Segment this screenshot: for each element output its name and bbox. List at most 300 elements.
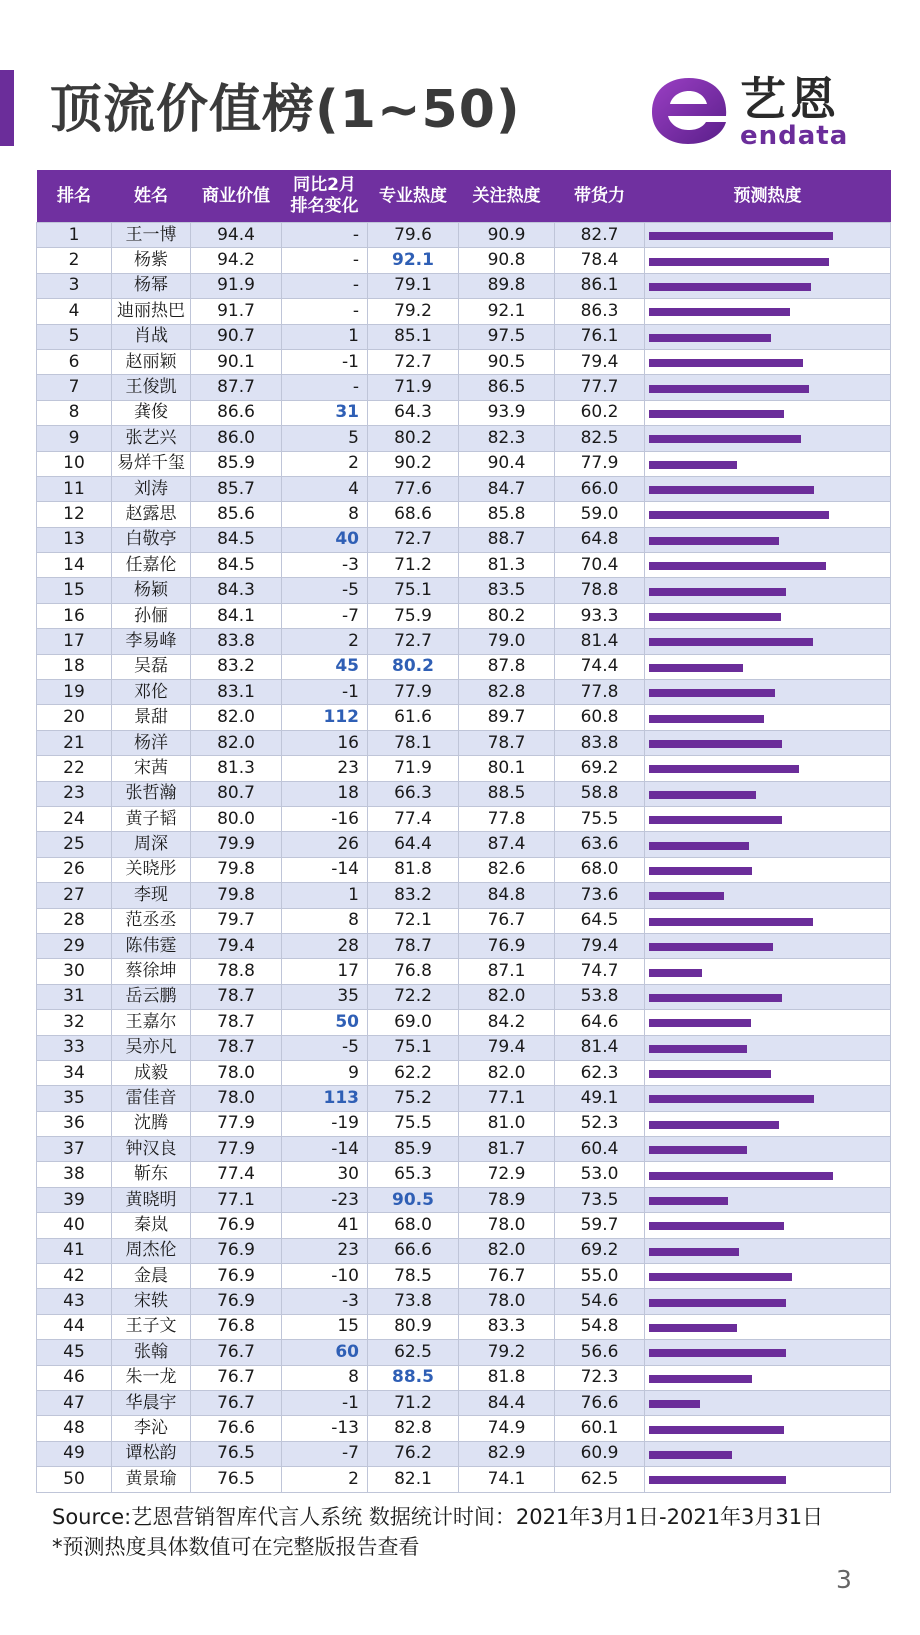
forecast-heat-cell xyxy=(645,349,891,374)
rank-cell: 30 xyxy=(37,959,112,984)
professional-heat-cell: 78.1 xyxy=(368,730,459,755)
name-cell: 白敬亭 xyxy=(112,527,191,552)
professional-heat-cell: 88.5 xyxy=(368,1365,459,1390)
header-professional-heat: 专业热度 xyxy=(368,170,459,223)
attention-heat-cell: 86.5 xyxy=(459,375,555,400)
commercial-value-cell: 91.9 xyxy=(191,273,282,298)
professional-heat-cell: 64.3 xyxy=(368,400,459,425)
name-cell: 杨紫 xyxy=(112,248,191,273)
professional-heat-cell: 71.9 xyxy=(368,375,459,400)
forecast-heat-cell xyxy=(645,984,891,1009)
rank-change-cell: 5 xyxy=(282,426,368,451)
rank-cell: 15 xyxy=(37,578,112,603)
commercial-value-cell: 85.9 xyxy=(191,451,282,476)
commercial-value-cell: 76.9 xyxy=(191,1238,282,1263)
forecast-heat-cell xyxy=(645,400,891,425)
attention-heat-cell: 85.8 xyxy=(459,502,555,527)
forecast-heat-cell xyxy=(645,1238,891,1263)
forecast-heat-cell xyxy=(645,603,891,628)
ranking-table-body xyxy=(37,223,891,1493)
professional-heat-cell: 79.6 xyxy=(368,223,459,248)
table-row xyxy=(37,1314,891,1339)
rank-cell: 9 xyxy=(37,426,112,451)
attention-heat-cell: 74.1 xyxy=(459,1467,555,1492)
commercial-value-cell: 76.9 xyxy=(191,1264,282,1289)
forecast-heat-cell xyxy=(645,680,891,705)
professional-heat-cell: 66.6 xyxy=(368,1238,459,1263)
professional-heat-cell: 69.0 xyxy=(368,1010,459,1035)
name-cell: 黄晓明 xyxy=(112,1187,191,1212)
attention-heat-cell: 77.1 xyxy=(459,1086,555,1111)
attention-heat-cell: 78.0 xyxy=(459,1213,555,1238)
sales-power-cell: 82.5 xyxy=(555,426,645,451)
rank-cell: 26 xyxy=(37,857,112,882)
rank-cell: 27 xyxy=(37,883,112,908)
rank-change-cell: - xyxy=(282,273,368,298)
sales-power-cell: 64.8 xyxy=(555,527,645,552)
rank-cell: 18 xyxy=(37,654,112,679)
table-row xyxy=(37,959,891,984)
sales-power-cell: 60.2 xyxy=(555,400,645,425)
table-row xyxy=(37,1137,891,1162)
table-row xyxy=(37,603,891,628)
rank-cell: 6 xyxy=(37,349,112,374)
rank-cell: 22 xyxy=(37,756,112,781)
rank-cell: 46 xyxy=(37,1365,112,1390)
commercial-value-cell: 77.4 xyxy=(191,1162,282,1187)
forecast-heat-cell xyxy=(645,806,891,831)
forecast-heat-cell xyxy=(645,1137,891,1162)
rank-cell: 44 xyxy=(37,1314,112,1339)
forecast-note: *预测热度具体数值可在完整版报告查看 xyxy=(52,1535,420,1559)
commercial-value-cell: 83.1 xyxy=(191,680,282,705)
commercial-value-cell: 76.9 xyxy=(191,1289,282,1314)
name-cell: 张哲瀚 xyxy=(112,781,191,806)
commercial-value-cell: 78.7 xyxy=(191,1035,282,1060)
commercial-value-cell: 78.0 xyxy=(191,1086,282,1111)
sales-power-cell: 56.6 xyxy=(555,1340,645,1365)
sales-power-cell: 64.5 xyxy=(555,908,645,933)
rank-cell: 17 xyxy=(37,629,112,654)
table-row xyxy=(37,248,891,273)
attention-heat-cell: 82.8 xyxy=(459,680,555,705)
name-cell: 谭松韵 xyxy=(112,1441,191,1466)
attention-heat-cell: 92.1 xyxy=(459,299,555,324)
professional-heat-cell: 68.0 xyxy=(368,1213,459,1238)
rank-cell: 43 xyxy=(37,1289,112,1314)
attention-heat-cell: 90.9 xyxy=(459,223,555,248)
table-row xyxy=(37,857,891,882)
forecast-heat-bar xyxy=(649,1273,792,1281)
name-cell: 赵露思 xyxy=(112,502,191,527)
table-row xyxy=(37,984,891,1009)
rank-cell: 37 xyxy=(37,1137,112,1162)
commercial-value-cell: 86.6 xyxy=(191,400,282,425)
table-row xyxy=(37,1035,891,1060)
rank-change-cell: -5 xyxy=(282,578,368,603)
rank-cell: 39 xyxy=(37,1187,112,1212)
forecast-heat-bar xyxy=(649,740,782,748)
table-row xyxy=(37,1441,891,1466)
professional-heat-cell: 80.9 xyxy=(368,1314,459,1339)
rank-change-cell: 16 xyxy=(282,730,368,755)
name-cell: 周杰伦 xyxy=(112,1238,191,1263)
table-row xyxy=(37,400,891,425)
commercial-value-cell: 81.3 xyxy=(191,756,282,781)
commercial-value-cell: 77.9 xyxy=(191,1111,282,1136)
sales-power-cell: 79.4 xyxy=(555,349,645,374)
forecast-heat-bar xyxy=(649,283,811,291)
table-row xyxy=(37,324,891,349)
forecast-heat-bar xyxy=(649,689,775,697)
sales-power-cell: 64.6 xyxy=(555,1010,645,1035)
rank-change-cell: - xyxy=(282,248,368,273)
sales-power-cell: 59.0 xyxy=(555,502,645,527)
forecast-heat-bar xyxy=(649,969,702,977)
table-row xyxy=(37,730,891,755)
name-cell: 黄子韬 xyxy=(112,806,191,831)
sales-power-cell: 73.5 xyxy=(555,1187,645,1212)
forecast-heat-bar xyxy=(649,1172,833,1180)
sales-power-cell: 60.9 xyxy=(555,1441,645,1466)
forecast-heat-bar xyxy=(649,1451,732,1459)
name-cell: 张翰 xyxy=(112,1340,191,1365)
sales-power-cell: 69.2 xyxy=(555,756,645,781)
name-cell: 岳云鹏 xyxy=(112,984,191,1009)
name-cell: 朱一龙 xyxy=(112,1365,191,1390)
commercial-value-cell: 90.7 xyxy=(191,324,282,349)
forecast-heat-cell xyxy=(645,527,891,552)
attention-heat-cell: 76.7 xyxy=(459,908,555,933)
attention-heat-cell: 90.8 xyxy=(459,248,555,273)
professional-heat-cell: 78.7 xyxy=(368,933,459,958)
rank-cell: 2 xyxy=(37,248,112,273)
commercial-value-cell: 79.4 xyxy=(191,933,282,958)
professional-heat-cell: 75.1 xyxy=(368,1035,459,1060)
commercial-value-cell: 76.8 xyxy=(191,1314,282,1339)
name-cell: 杨颖 xyxy=(112,578,191,603)
table-row xyxy=(37,1060,891,1085)
table-row xyxy=(37,451,891,476)
attention-heat-cell: 76.9 xyxy=(459,933,555,958)
rank-cell: 4 xyxy=(37,299,112,324)
forecast-heat-bar xyxy=(649,1146,747,1154)
forecast-heat-cell xyxy=(645,1390,891,1415)
sales-power-cell: 74.7 xyxy=(555,959,645,984)
commercial-value-cell: 76.5 xyxy=(191,1467,282,1492)
name-cell: 张艺兴 xyxy=(112,426,191,451)
forecast-heat-bar xyxy=(649,232,833,240)
professional-heat-cell: 90.5 xyxy=(368,1187,459,1212)
forecast-heat-cell xyxy=(645,781,891,806)
rank-change-cell: 41 xyxy=(282,1213,368,1238)
attention-heat-cell: 82.3 xyxy=(459,426,555,451)
professional-heat-cell: 92.1 xyxy=(368,248,459,273)
sales-power-cell: 86.3 xyxy=(555,299,645,324)
commercial-value-cell: 76.7 xyxy=(191,1340,282,1365)
rank-cell: 12 xyxy=(37,502,112,527)
header-forecast-heat: 预测热度 xyxy=(645,170,891,223)
sales-power-cell: 77.9 xyxy=(555,451,645,476)
table-row xyxy=(37,223,891,248)
header-rank-change: 同比2月 排名变化 xyxy=(282,170,368,223)
attention-heat-cell: 84.8 xyxy=(459,883,555,908)
header-commercial-value: 商业价值 xyxy=(191,170,282,223)
attention-heat-cell: 83.5 xyxy=(459,578,555,603)
rank-cell: 5 xyxy=(37,324,112,349)
sales-power-cell: 54.8 xyxy=(555,1314,645,1339)
attention-heat-cell: 82.9 xyxy=(459,1441,555,1466)
sales-power-cell: 68.0 xyxy=(555,857,645,882)
professional-heat-cell: 66.3 xyxy=(368,781,459,806)
name-cell: 范丞丞 xyxy=(112,908,191,933)
name-cell: 金晨 xyxy=(112,1264,191,1289)
rank-change-cell: 1 xyxy=(282,883,368,908)
forecast-heat-cell xyxy=(645,1213,891,1238)
name-cell: 宋茜 xyxy=(112,756,191,781)
table-row xyxy=(37,883,891,908)
attention-heat-cell: 82.6 xyxy=(459,857,555,882)
professional-heat-cell: 78.5 xyxy=(368,1264,459,1289)
rank-cell: 29 xyxy=(37,933,112,958)
rank-change-cell: 8 xyxy=(282,502,368,527)
commercial-value-cell: 82.0 xyxy=(191,730,282,755)
rank-change-cell: - xyxy=(282,223,368,248)
professional-heat-cell: 85.1 xyxy=(368,324,459,349)
name-cell: 王嘉尔 xyxy=(112,1010,191,1035)
sales-power-cell: 76.6 xyxy=(555,1390,645,1415)
rank-change-cell: -7 xyxy=(282,603,368,628)
forecast-heat-bar xyxy=(649,1349,786,1357)
commercial-value-cell: 84.1 xyxy=(191,603,282,628)
sales-power-cell: 66.0 xyxy=(555,476,645,501)
name-cell: 成毅 xyxy=(112,1060,191,1085)
rank-cell: 23 xyxy=(37,781,112,806)
name-cell: 孙俪 xyxy=(112,603,191,628)
forecast-heat-cell xyxy=(645,1010,891,1035)
sales-power-cell: 83.8 xyxy=(555,730,645,755)
name-cell: 刘涛 xyxy=(112,476,191,501)
rank-change-cell: - xyxy=(282,299,368,324)
commercial-value-cell: 94.4 xyxy=(191,223,282,248)
sales-power-cell: 55.0 xyxy=(555,1264,645,1289)
attention-heat-cell: 88.7 xyxy=(459,527,555,552)
rank-cell: 1 xyxy=(37,223,112,248)
forecast-heat-bar xyxy=(649,715,764,723)
attention-heat-cell: 90.5 xyxy=(459,349,555,374)
rank-cell: 31 xyxy=(37,984,112,1009)
forecast-heat-bar xyxy=(649,308,790,316)
rank-cell: 7 xyxy=(37,375,112,400)
professional-heat-cell: 72.7 xyxy=(368,629,459,654)
forecast-heat-bar xyxy=(649,918,813,926)
forecast-heat-bar xyxy=(649,1197,728,1205)
professional-heat-cell: 68.6 xyxy=(368,502,459,527)
commercial-value-cell: 91.7 xyxy=(191,299,282,324)
sales-power-cell: 62.3 xyxy=(555,1060,645,1085)
forecast-heat-cell xyxy=(645,1441,891,1466)
sales-power-cell: 82.7 xyxy=(555,223,645,248)
attention-heat-cell: 84.4 xyxy=(459,1390,555,1415)
sales-power-cell: 93.3 xyxy=(555,603,645,628)
commercial-value-cell: 76.5 xyxy=(191,1441,282,1466)
forecast-heat-bar xyxy=(649,359,803,367)
forecast-heat-bar xyxy=(649,1324,737,1332)
attention-heat-cell: 83.3 xyxy=(459,1314,555,1339)
rank-change-cell: 8 xyxy=(282,908,368,933)
name-cell: 景甜 xyxy=(112,705,191,730)
table-row xyxy=(37,1010,891,1035)
forecast-heat-cell xyxy=(645,273,891,298)
rank-cell: 50 xyxy=(37,1467,112,1492)
attention-heat-cell: 87.1 xyxy=(459,959,555,984)
professional-heat-cell: 80.2 xyxy=(368,426,459,451)
name-cell: 迪丽热巴 xyxy=(112,299,191,324)
professional-heat-cell: 77.4 xyxy=(368,806,459,831)
attention-heat-cell: 81.3 xyxy=(459,553,555,578)
rank-change-cell: -5 xyxy=(282,1035,368,1060)
attention-heat-cell: 88.5 xyxy=(459,781,555,806)
table-row xyxy=(37,654,891,679)
forecast-heat-bar xyxy=(649,1222,784,1230)
commercial-value-cell: 85.6 xyxy=(191,502,282,527)
table-row xyxy=(37,527,891,552)
professional-heat-cell: 75.5 xyxy=(368,1111,459,1136)
forecast-heat-cell xyxy=(645,1264,891,1289)
table-row xyxy=(37,1390,891,1415)
rank-change-cell: 50 xyxy=(282,1010,368,1035)
rank-cell: 45 xyxy=(37,1340,112,1365)
commercial-value-cell: 90.1 xyxy=(191,349,282,374)
professional-heat-cell: 73.8 xyxy=(368,1289,459,1314)
professional-heat-cell: 61.6 xyxy=(368,705,459,730)
rank-cell: 42 xyxy=(37,1264,112,1289)
rank-change-cell: -13 xyxy=(282,1416,368,1441)
table-row xyxy=(37,502,891,527)
sales-power-cell: 52.3 xyxy=(555,1111,645,1136)
commercial-value-cell: 78.7 xyxy=(191,984,282,1009)
table-row xyxy=(37,553,891,578)
rank-change-cell: 30 xyxy=(282,1162,368,1187)
table-row xyxy=(37,629,891,654)
forecast-heat-bar xyxy=(649,486,814,494)
name-cell: 沈腾 xyxy=(112,1111,191,1136)
forecast-heat-cell xyxy=(645,502,891,527)
professional-heat-cell: 71.2 xyxy=(368,553,459,578)
forecast-heat-cell xyxy=(645,629,891,654)
professional-heat-cell: 72.7 xyxy=(368,527,459,552)
table-row xyxy=(37,806,891,831)
header-sales-power: 带货力 xyxy=(555,170,645,223)
attention-heat-cell: 82.0 xyxy=(459,1238,555,1263)
table-row xyxy=(37,426,891,451)
commercial-value-cell: 83.2 xyxy=(191,654,282,679)
forecast-heat-cell xyxy=(645,1035,891,1060)
commercial-value-cell: 76.6 xyxy=(191,1416,282,1441)
attention-heat-cell: 76.7 xyxy=(459,1264,555,1289)
rank-cell: 3 xyxy=(37,273,112,298)
name-cell: 赵丽颖 xyxy=(112,349,191,374)
ranking-table xyxy=(36,170,891,1493)
attention-heat-cell: 78.7 xyxy=(459,730,555,755)
forecast-heat-cell xyxy=(645,832,891,857)
forecast-heat-cell xyxy=(645,1467,891,1492)
table-row xyxy=(37,1365,891,1390)
professional-heat-cell: 76.8 xyxy=(368,959,459,984)
commercial-value-cell: 84.3 xyxy=(191,578,282,603)
table-row xyxy=(37,933,891,958)
name-cell: 王子文 xyxy=(112,1314,191,1339)
rank-change-cell: 60 xyxy=(282,1340,368,1365)
sales-power-cell: 72.3 xyxy=(555,1365,645,1390)
sales-power-cell: 77.7 xyxy=(555,375,645,400)
forecast-heat-cell xyxy=(645,883,891,908)
rank-cell: 38 xyxy=(37,1162,112,1187)
table-row xyxy=(37,680,891,705)
forecast-heat-bar xyxy=(649,791,756,799)
attention-heat-cell: 84.2 xyxy=(459,1010,555,1035)
forecast-heat-cell xyxy=(645,933,891,958)
attention-heat-cell: 84.7 xyxy=(459,476,555,501)
commercial-value-cell: 80.0 xyxy=(191,806,282,831)
table-row xyxy=(37,476,891,501)
commercial-value-cell: 79.9 xyxy=(191,832,282,857)
rank-change-cell: 31 xyxy=(282,400,368,425)
forecast-heat-cell xyxy=(645,451,891,476)
name-cell: 杨幂 xyxy=(112,273,191,298)
attention-heat-cell: 80.1 xyxy=(459,756,555,781)
rank-change-cell: 40 xyxy=(282,527,368,552)
professional-heat-cell: 75.1 xyxy=(368,578,459,603)
rank-cell: 13 xyxy=(37,527,112,552)
professional-heat-cell: 77.6 xyxy=(368,476,459,501)
rank-cell: 24 xyxy=(37,806,112,831)
rank-change-cell: 18 xyxy=(282,781,368,806)
commercial-value-cell: 84.5 xyxy=(191,527,282,552)
forecast-heat-cell xyxy=(645,476,891,501)
rank-cell: 47 xyxy=(37,1390,112,1415)
attention-heat-cell: 81.0 xyxy=(459,1111,555,1136)
rank-change-cell: -10 xyxy=(282,1264,368,1289)
name-cell: 王一博 xyxy=(112,223,191,248)
forecast-heat-cell xyxy=(645,375,891,400)
forecast-heat-cell xyxy=(645,1111,891,1136)
rank-cell: 20 xyxy=(37,705,112,730)
sales-power-cell: 77.8 xyxy=(555,680,645,705)
title-accent-bar xyxy=(0,70,14,146)
table-row xyxy=(37,908,891,933)
forecast-heat-bar xyxy=(649,1095,814,1103)
rank-change-cell: -1 xyxy=(282,680,368,705)
attention-heat-cell: 82.0 xyxy=(459,1060,555,1085)
commercial-value-cell: 77.9 xyxy=(191,1137,282,1162)
name-cell: 蔡徐坤 xyxy=(112,959,191,984)
name-cell: 龚俊 xyxy=(112,400,191,425)
table-row xyxy=(37,1340,891,1365)
attention-heat-cell: 74.9 xyxy=(459,1416,555,1441)
attention-heat-cell: 89.8 xyxy=(459,273,555,298)
forecast-heat-cell xyxy=(645,1086,891,1111)
sales-power-cell: 62.5 xyxy=(555,1467,645,1492)
table-row xyxy=(37,832,891,857)
name-cell: 肖战 xyxy=(112,324,191,349)
forecast-heat-cell xyxy=(645,857,891,882)
name-cell: 杨洋 xyxy=(112,730,191,755)
attention-heat-cell: 80.2 xyxy=(459,603,555,628)
professional-heat-cell: 75.9 xyxy=(368,603,459,628)
professional-heat-cell: 90.2 xyxy=(368,451,459,476)
rank-change-cell: -23 xyxy=(282,1187,368,1212)
